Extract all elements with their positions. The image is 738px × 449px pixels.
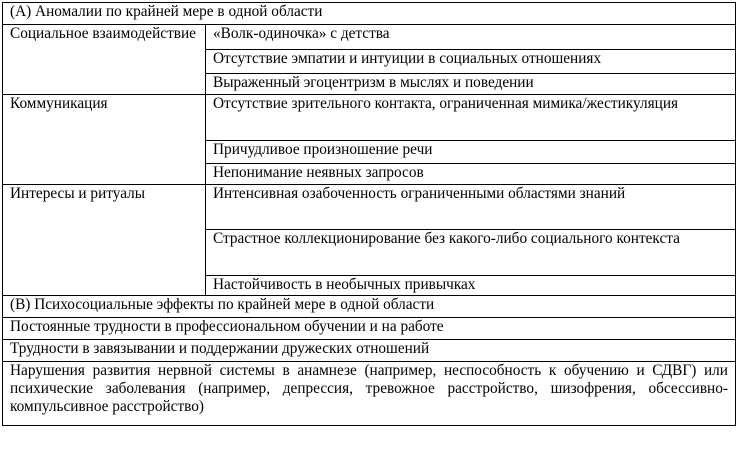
criterion-item: «Волк-одиночка» с детства — [206, 25, 736, 50]
criteria-table — [2, 2, 736, 426]
effect-item: Нарушения развития нервной системы в анамнезе (например, неспособность к обучению и СДВГ) или психические заболевания (например, депрессия, тревожное расстройство, шизофрения, обсессивно-компульсивное расстройство) — [3, 362, 736, 426]
criterion-item: Выраженный эгоцентризм в мыслях и поведении — [206, 74, 736, 95]
group-label-interests: Интересы и ритуалы — [3, 185, 206, 296]
criterion-item: Интенсивная озабоченность ограниченными областями знаний — [206, 185, 736, 230]
table-row — [3, 362, 736, 426]
section-b-header-row — [3, 296, 736, 318]
criterion-item: Отсутствие эмпатии и интуиции в социальных отношениях — [206, 50, 736, 74]
criterion-item: Настойчивость в необычных привычках — [206, 276, 736, 296]
group-label-social: Социальное взаимодействие — [3, 25, 206, 95]
criterion-item: Непонимание неявных запросов — [206, 164, 736, 185]
table-row — [3, 318, 736, 340]
effect-item: Трудности в завязывании и поддержании дружеских отношений — [3, 340, 736, 362]
criterion-item: Страстное коллекционирование без какого-либо социального контекста — [206, 230, 736, 276]
table-row — [3, 340, 736, 362]
group-label-communication: Коммуникация — [3, 95, 206, 185]
table-row — [3, 95, 736, 141]
table-row — [3, 25, 736, 50]
criterion-item: Отсутствие зрительного контакта, ограниченная мимика/жестикуляция — [206, 95, 736, 141]
section-a-title: (А) Аномалии по крайней мере в одной области — [3, 3, 736, 25]
section-b-title: (В) Психосоциальные эффекты по крайней мере в одной области — [3, 296, 736, 318]
criterion-item: Причудливое произношение речи — [206, 141, 736, 164]
section-a-header-row — [3, 3, 736, 25]
table-row — [3, 185, 736, 230]
effect-item: Постоянные трудности в профессиональном обучении и на работе — [3, 318, 736, 340]
